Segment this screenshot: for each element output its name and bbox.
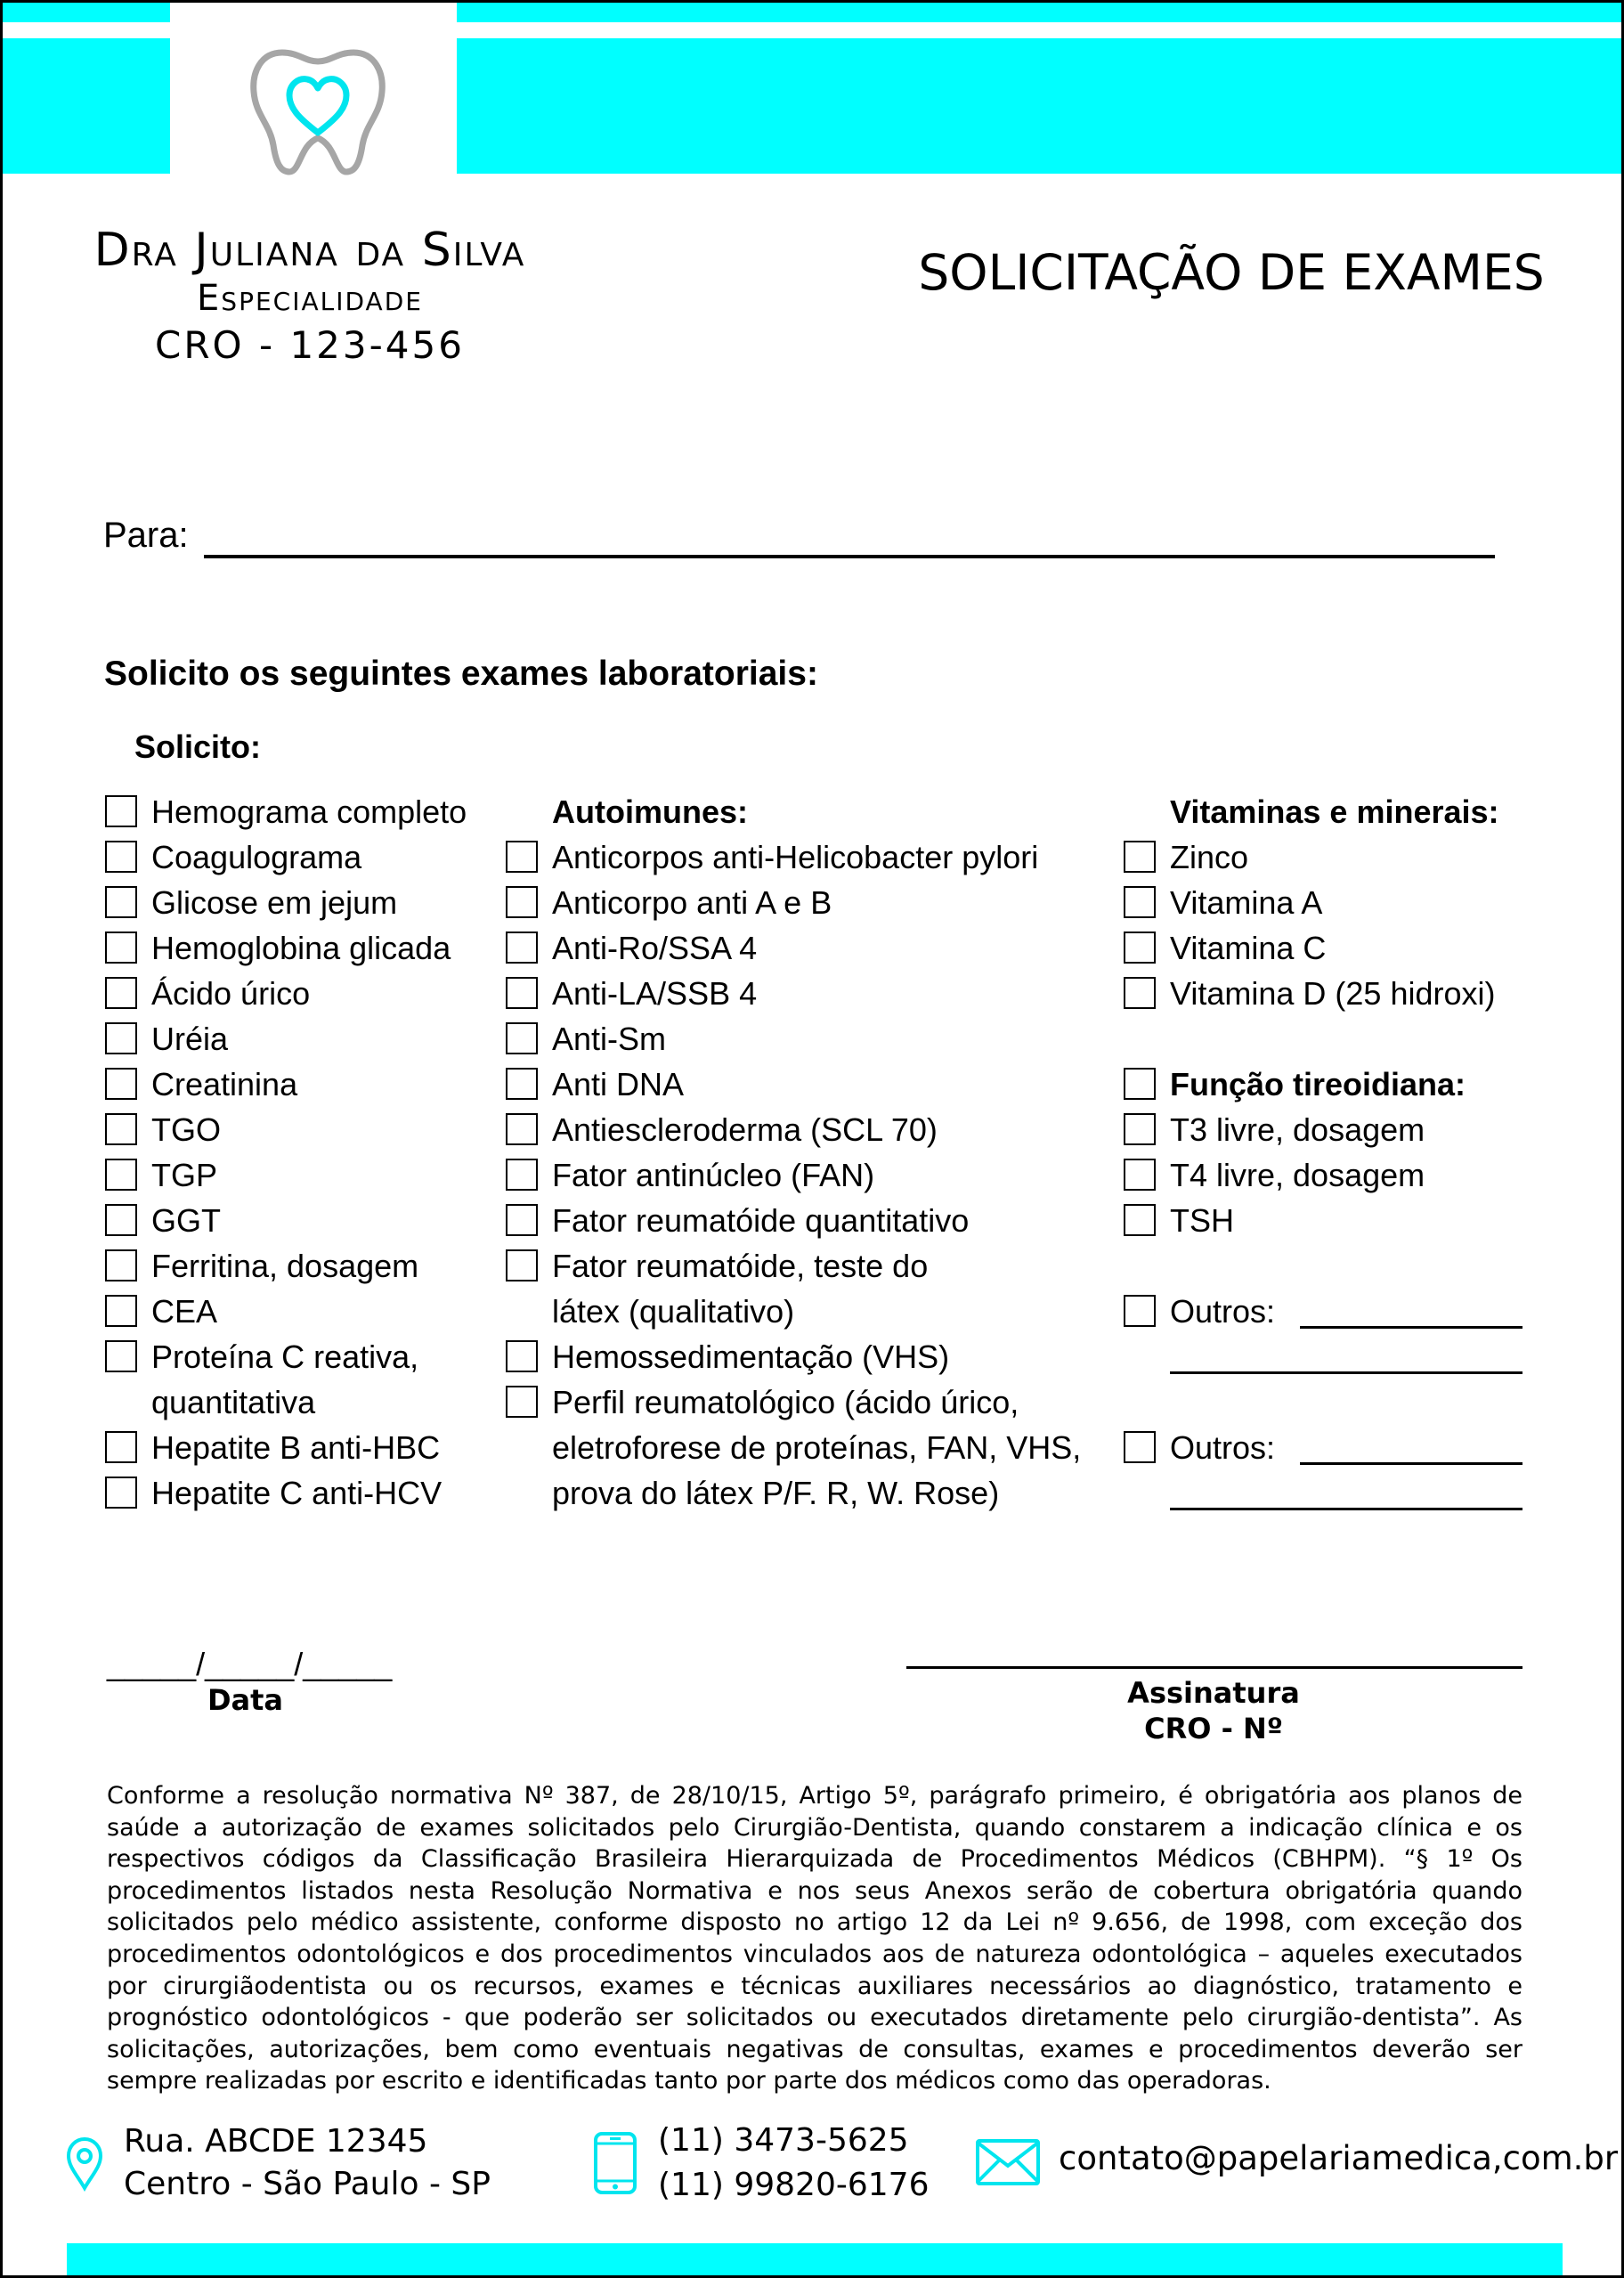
exam-checkbox[interactable] (1124, 841, 1156, 873)
phone-2[interactable]: (11) 99820-6176 (658, 2167, 930, 2203)
doctor-specialty: Especialidade (197, 278, 423, 319)
exam-checkbox[interactable] (105, 977, 137, 1009)
exam-label: Perfil reumatológico (ácido úrico, (552, 1384, 1019, 1420)
exam-label: Anticorpo anti A e B (552, 884, 832, 921)
exam-label: Vitamina D (25 hidroxi) (1170, 975, 1496, 1012)
exam-checkbox[interactable] (105, 886, 137, 918)
exam-label: Anti-Sm (552, 1021, 667, 1057)
exam-label: Coagulograma (151, 839, 362, 875)
exam-checkbox[interactable] (1124, 1204, 1156, 1236)
section-title: Autoimunes: (552, 793, 748, 830)
exam-label: Anticorpos anti-Helicobacter pylori (552, 839, 1039, 875)
exam-checkbox[interactable] (506, 1249, 538, 1281)
exam-checkbox[interactable] (506, 841, 538, 873)
exam-checkbox[interactable] (506, 932, 538, 964)
exam-label: Vitamina A (1170, 884, 1323, 921)
exam-label: Glicose em jejum (151, 884, 398, 921)
exam-checkbox[interactable] (506, 1204, 538, 1236)
exam-label: Antiescleroderma (SCL 70) (552, 1111, 938, 1148)
exam-checkbox[interactable] (506, 977, 538, 1009)
section-title: Vitaminas e minerais: (1170, 793, 1499, 830)
phone-1[interactable]: (11) 3473-5625 (658, 2122, 909, 2159)
exam-label: Hemossedimentação (VHS) (552, 1338, 950, 1375)
envelope-icon (975, 2138, 1041, 2186)
date-field[interactable]: _____/_____/_____ (107, 1646, 393, 1682)
exam-checkbox[interactable] (105, 1249, 137, 1281)
phone-icon (592, 2131, 638, 2195)
exam-label: Fator reumatóide quantitativo (552, 1202, 970, 1239)
footer-phones (658, 2119, 929, 2208)
map-pin-icon (65, 2136, 104, 2192)
exam-checkbox[interactable] (105, 1340, 137, 1372)
exam-label: eletroforese de proteínas, FAN, VHS, (552, 1429, 1082, 1466)
others-label: Outros: (1170, 1429, 1276, 1466)
exam-checkbox[interactable] (105, 795, 137, 827)
exam-checkbox[interactable] (1124, 1159, 1156, 1191)
exam-label: T3 livre, dosagem (1170, 1111, 1425, 1148)
others-label: Outros: (1170, 1293, 1276, 1330)
exam-checkbox[interactable] (506, 1386, 538, 1418)
others-field[interactable] (1300, 1462, 1522, 1465)
tooth-heart-icon (247, 45, 389, 179)
exam-label: GGT (151, 1202, 221, 1239)
exam-label: Anti-Ro/SSA 4 (552, 930, 758, 966)
exam-label: T4 livre, dosagem (1170, 1157, 1425, 1193)
footer-email[interactable]: contato@papelariamedica,com.br (1059, 2139, 1619, 2177)
exam-label: Fator reumatóide, teste do (552, 1248, 929, 1284)
signature-label: Assinatura (1127, 1676, 1300, 1710)
exam-label: Ácido úrico (151, 975, 311, 1012)
exam-checkbox[interactable] (105, 1022, 137, 1054)
header-stripe-left (3, 22, 170, 38)
exam-label: Fator antinúcleo (FAN) (552, 1157, 875, 1193)
exam-checkbox[interactable] (105, 841, 137, 873)
doctor-cro: CRO - 123-456 (155, 323, 465, 367)
doctor-name: Dra Juliana da Silva (93, 224, 526, 277)
exam-checkbox[interactable] (506, 1340, 538, 1372)
exam-checkbox[interactable] (105, 1295, 137, 1327)
exam-label: Zinco (1170, 839, 1249, 875)
exam-label: Hepatite B anti-HBC (151, 1429, 441, 1466)
recipient-label: Para: (103, 516, 189, 555)
exam-checkbox[interactable] (506, 886, 538, 918)
footer-address (124, 2120, 491, 2206)
exam-checkbox[interactable] (105, 932, 137, 964)
others-field[interactable] (1300, 1326, 1522, 1329)
exams-heading: Solicito os seguintes exames laboratoriais: (104, 655, 818, 693)
signature-block (1035, 1675, 1392, 1746)
exam-label: prova do látex P/F. R, W. Rose) (552, 1475, 1000, 1511)
exam-checkbox[interactable] (105, 1431, 137, 1463)
exam-checkbox[interactable] (1124, 932, 1156, 964)
address-line-1: Rua. ABCDE 12345 (124, 2123, 428, 2160)
exam-label: Uréia (151, 1021, 229, 1057)
exam-label: quantitativa (151, 1384, 316, 1420)
date-label: Data (207, 1683, 284, 1717)
exam-label: TGO (151, 1111, 221, 1148)
exam-label: Anti-LA/SSB 4 (552, 975, 758, 1012)
exam-label: Ferritina, dosagem (151, 1248, 419, 1284)
recipient-field[interactable] (204, 555, 1495, 558)
exam-label: CEA (151, 1293, 218, 1330)
others-field-continued[interactable] (1170, 1371, 1522, 1374)
exam-label: Hemoglobina glicada (151, 930, 451, 966)
exam-checkbox[interactable] (506, 1022, 538, 1054)
exam-checkbox[interactable] (105, 1159, 137, 1191)
section-title: Função tireoidiana: (1170, 1066, 1466, 1102)
exam-checkbox[interactable] (506, 1068, 538, 1100)
exam-label: látex (qualitativo) (552, 1293, 795, 1330)
exams-subheading: Solicito: (134, 728, 261, 765)
exam-checkbox[interactable] (1124, 977, 1156, 1009)
others-field-continued[interactable] (1170, 1508, 1522, 1510)
legal-notice: Conforme a resolução normativa Nº 387, de 28/10/15, Artigo 5º, parágrafo primeiro, é obrigatória aos planos de saúde a autorização de exames solicitados pelo Cirurgião-Dentista, quando constarem a indicação clínica e os respectivos códigos da Classificação Brasileira Hierarquizada de Procedimentos Médicos (CBHPM). “§ 1º Os procedimentos listados nesta Resolução Normativa e nos seus Anexos serão de cobertura obrigatória quando solicitados pelo médico assistente, conforme disposto no artigo 12 da Lei nº 9.656, de 1998, com exceção dos procedimentos odontológicos e dos procedimentos vinculados aos de natureza odontológica – aqueles executados por cirurgiãodentista ou os recursos, exames e técnicas auxiliares necessários ao diagnóstico, tratamento e prognóstico odontológicos - que poderão ser solicitados ou executados diretamente pelo cirurgião-dentista”. As solicitações, autorizações, bem como eventuais negativas de consultas, exames e procedimentos deverão ser sempre realizadas por escrito e identificadas tanto por parte dos médicos como das operadoras. (107, 1782, 1522, 2095)
exam-checkbox[interactable] (1124, 886, 1156, 918)
exam-checkbox[interactable] (1124, 1068, 1156, 1100)
form-title: SOLICITAÇÃO DE EXAMES (918, 244, 1545, 301)
exam-label: Vitamina C (1170, 930, 1327, 966)
exam-label: Anti DNA (552, 1066, 685, 1102)
exam-checkbox[interactable] (506, 1113, 538, 1145)
exam-label: Proteína C reativa, (151, 1338, 419, 1375)
exam-checkbox[interactable] (1124, 1431, 1156, 1463)
exam-label: TGP (151, 1157, 218, 1193)
exam-checkbox[interactable] (1124, 1295, 1156, 1327)
footer-band (67, 2243, 1563, 2275)
exam-label: Hepatite C anti-HCV (151, 1475, 443, 1511)
exam-checkbox[interactable] (105, 1204, 137, 1236)
exam-checkbox[interactable] (105, 1068, 137, 1100)
address-line-2: Centro - São Paulo - SP (124, 2166, 491, 2202)
signature-field[interactable] (906, 1666, 1522, 1669)
exam-checkbox[interactable] (1124, 1113, 1156, 1145)
logo-area (170, 3, 457, 174)
exam-checkbox[interactable] (105, 1113, 137, 1145)
exam-checkbox[interactable] (105, 1477, 137, 1509)
exam-label: TSH (1170, 1202, 1234, 1239)
exam-label: Creatinina (151, 1066, 298, 1102)
cro-number-label: CRO - Nº (1144, 1712, 1283, 1745)
header-stripe-right (457, 22, 1621, 38)
exam-checkbox[interactable] (506, 1159, 538, 1191)
exam-label: Hemograma completo (151, 793, 467, 830)
